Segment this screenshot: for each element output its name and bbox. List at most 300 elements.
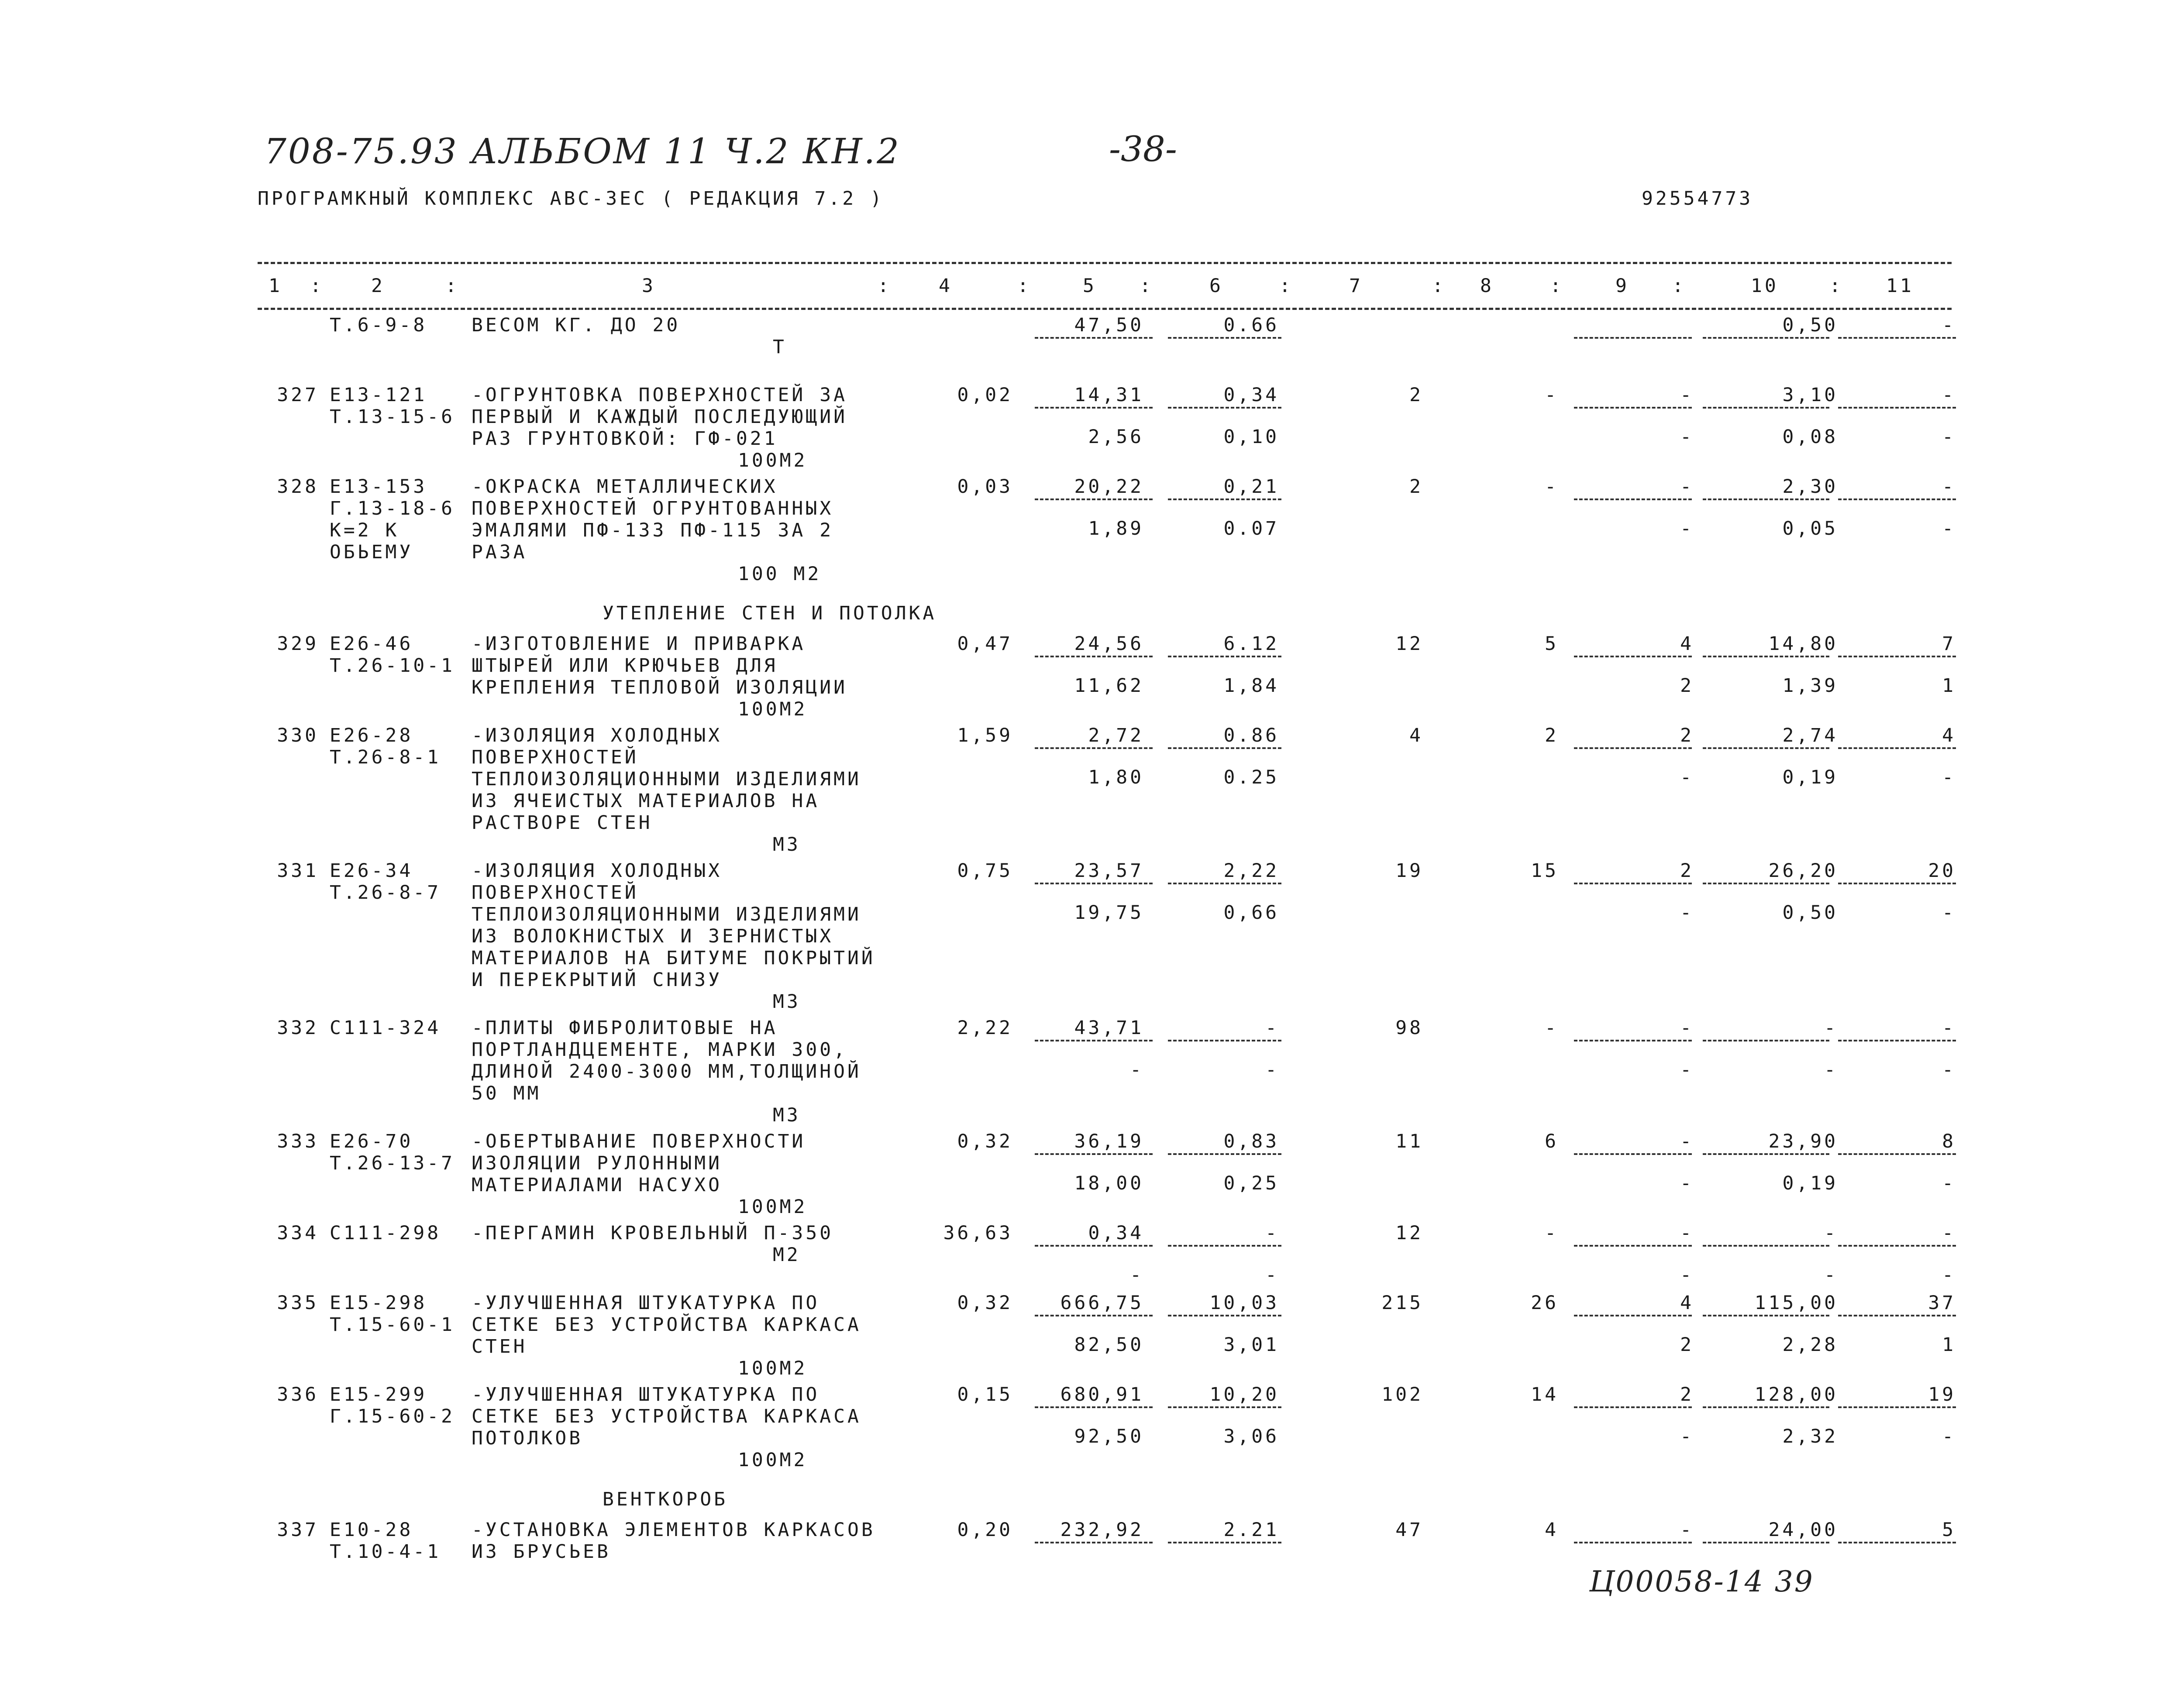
machine-cost: 4 <box>1680 633 1694 655</box>
table-row <box>258 1384 1956 1475</box>
unit-wage: 0,21 <box>1223 476 1279 498</box>
dashed-separator <box>1703 1040 1829 1041</box>
rate-code: Е26-70 <box>330 1131 413 1152</box>
total-cost: 11 <box>1395 1131 1423 1152</box>
labour-hours: 14,80 <box>1768 633 1838 655</box>
unit-wage-machine: 0,25 <box>1223 1172 1279 1194</box>
dashed-separator <box>1574 1406 1692 1408</box>
dashed-separator <box>1838 1040 1956 1041</box>
rate-code: С111-324 <box>330 1017 441 1039</box>
rate-code: К=2 К <box>330 519 399 541</box>
unit-wage: 0.66 <box>1223 314 1279 336</box>
dashed-separator <box>1168 656 1281 657</box>
machine-wage: 2 <box>1680 675 1694 697</box>
total-cost: 12 <box>1395 1222 1423 1244</box>
dashed-separator <box>1035 1406 1153 1408</box>
labour-hours-machine: 2,32 <box>1782 1426 1838 1447</box>
unit-wage-machine: 0,66 <box>1223 902 1279 924</box>
total-cost: 47 <box>1395 1519 1423 1541</box>
page-number: -38- <box>1109 129 1177 169</box>
table-row <box>258 476 1956 589</box>
quantity: 0,15 <box>957 1384 1013 1406</box>
description-line: ЭМАЛЯМИ ПФ-133 ПФ-115 ЗА 2 <box>472 519 834 541</box>
row-number: 328 <box>277 476 319 498</box>
column-separator: : <box>1672 275 1686 297</box>
unit-wage-machine: - <box>1265 1059 1279 1081</box>
labour-total-machine: - <box>1942 1059 1956 1081</box>
dashed-separator <box>1574 656 1692 657</box>
unit-of-measure: Т <box>773 336 787 358</box>
description-line: МАТЕРИАЛАМИ НАСУХО <box>472 1174 722 1196</box>
table-row <box>258 384 1956 476</box>
unit-cost: 680,91 <box>1060 1384 1144 1406</box>
unit-cost: 232,92 <box>1060 1519 1144 1541</box>
labour-total-machine: - <box>1942 518 1956 540</box>
dashed-separator <box>1574 498 1692 500</box>
dashed-separator <box>1838 1153 1956 1155</box>
labour-total-machine: 1 <box>1942 675 1956 697</box>
description-line: РАСТВОРЕ СТЕН <box>472 812 653 834</box>
total-cost: 19 <box>1395 860 1423 882</box>
row-number: 327 <box>277 384 319 406</box>
column-separator: : <box>310 275 324 297</box>
description-line: РАЗ ГРУНТОВКОЙ: ГФ-021 <box>472 428 778 450</box>
column-separator: : <box>1550 275 1564 297</box>
dashed-separator <box>1168 1153 1281 1155</box>
dashed-separator <box>1574 747 1692 749</box>
total-wage: 6 <box>1545 1131 1559 1152</box>
description-line: ВЕСОМ КГ. ДО 20 <box>472 314 681 336</box>
description-line: -ИЗОЛЯЦИЯ ХОЛОДНЫХ <box>472 860 722 882</box>
dashed-separator <box>1838 656 1956 657</box>
subtitle: ПРОГРАМКНЫЙ КОМПЛЕКС АВС-3ЕС ( РЕДАКЦИЯ 7.2 ) <box>258 188 884 210</box>
description-line: -УСТАНОВКА ЭЛЕМЕНТОВ КАРКАСОВ <box>472 1519 875 1541</box>
labour-total-machine: 1 <box>1942 1334 1956 1356</box>
rate-code: Е13-121 <box>330 384 427 406</box>
dashed-separator <box>1838 407 1956 409</box>
document-number: 92554773 <box>1642 188 1753 210</box>
total-cost: 12 <box>1395 633 1423 655</box>
description-line: -ПЛИТЫ ФИБРОЛИТОВЫЕ НА <box>472 1017 778 1039</box>
dashed-separator <box>1035 1153 1153 1155</box>
dashed-separator <box>1035 337 1153 339</box>
rate-code: Т.6-9-8 <box>330 314 427 336</box>
machine-cost: 4 <box>1680 1292 1694 1314</box>
labour-hours-machine: 0,05 <box>1782 518 1838 540</box>
total-wage: - <box>1545 384 1559 406</box>
unit-wage: 6.12 <box>1223 633 1279 655</box>
description-line: МАТЕРИАЛОВ НА БИТУМЕ ПОКРЫТИЙ <box>472 947 875 969</box>
machine-cost: - <box>1680 1017 1694 1039</box>
total-cost: 215 <box>1381 1292 1423 1314</box>
table-top-rule <box>258 262 1952 264</box>
labour-total: 37 <box>1928 1292 1956 1314</box>
machine-wage: - <box>1680 1426 1694 1447</box>
column-number: 7 <box>1349 275 1363 297</box>
machine-cost: - <box>1680 1222 1694 1244</box>
labour-hours-machine: 0,19 <box>1782 766 1838 788</box>
section-title: УТЕПЛЕНИЕ СТЕН И ПОТОЛКА <box>603 602 937 624</box>
unit-wage: - <box>1265 1222 1279 1244</box>
dashed-separator <box>1703 747 1829 749</box>
unit-cost: 20,22 <box>1074 476 1144 498</box>
unit-cost-machine: 82,50 <box>1074 1334 1144 1356</box>
table-row <box>258 1222 1956 1292</box>
labour-total-machine: - <box>1942 902 1956 924</box>
labour-hours: 26,20 <box>1768 860 1838 882</box>
labour-total: - <box>1942 476 1956 498</box>
unit-of-measure: 100М2 <box>738 698 808 720</box>
dashed-separator <box>1168 407 1281 409</box>
dashed-separator <box>1838 1542 1956 1543</box>
rate-code: Т.26-8-7 <box>330 882 441 904</box>
unit-cost-machine: 92,50 <box>1074 1426 1144 1447</box>
description-line: ПОРТЛАНДЦЕМЕНТЕ, МАРКИ 300, <box>472 1039 847 1061</box>
description-line: ШТЫРЕЙ ИЛИ КРЮЧЬЕВ ДЛЯ <box>472 655 778 677</box>
description-line: СТЕН <box>472 1336 527 1357</box>
description-line: -УЛУЧШЕННАЯ ШТУКАТУРКА ПО <box>472 1292 820 1314</box>
description-line: 50 ММ <box>472 1083 541 1104</box>
unit-of-measure: 100М2 <box>738 450 808 471</box>
column-number-header <box>258 275 1952 297</box>
dashed-separator <box>1168 1542 1281 1543</box>
unit-of-measure: М3 <box>773 834 801 856</box>
row-number: 335 <box>277 1292 319 1314</box>
column-separator: : <box>1432 275 1446 297</box>
labour-hours-machine: 0,08 <box>1782 426 1838 448</box>
unit-cost: 2,72 <box>1088 725 1144 746</box>
description-line: КРЕПЛЕНИЯ ТЕПЛОВОЙ ИЗОЛЯЦИИ <box>472 677 847 698</box>
machine-cost: - <box>1680 1519 1694 1541</box>
quantity: 0,47 <box>957 633 1013 655</box>
table-row <box>258 633 1956 725</box>
dashed-separator <box>1035 1245 1153 1247</box>
total-wage: - <box>1545 476 1559 498</box>
rate-code: Т.13-15-6 <box>330 406 455 428</box>
dashed-separator <box>1838 498 1956 500</box>
labour-total-machine: - <box>1942 1426 1956 1447</box>
column-separator: : <box>1017 275 1031 297</box>
unit-of-measure: 100М2 <box>738 1449 808 1471</box>
rate-code: ОБЬЕМУ <box>330 541 413 563</box>
row-number: 337 <box>277 1519 319 1541</box>
rate-code: Е26-46 <box>330 633 413 655</box>
rate-code: С111-298 <box>330 1222 441 1244</box>
quantity: 0,75 <box>957 860 1013 882</box>
unit-cost: 47,50 <box>1074 314 1144 336</box>
estimate-table <box>258 314 1956 1589</box>
total-cost: 102 <box>1381 1384 1423 1406</box>
column-number: 9 <box>1615 275 1629 297</box>
labour-hours: 23,90 <box>1768 1131 1838 1152</box>
dashed-separator <box>1574 1542 1692 1543</box>
column-separator: : <box>1140 275 1153 297</box>
table-row <box>258 1131 1956 1222</box>
dashed-separator <box>1703 1153 1829 1155</box>
labour-hours: 0,50 <box>1782 314 1838 336</box>
unit-cost-machine: 18,00 <box>1074 1172 1144 1194</box>
unit-wage: 2.21 <box>1223 1519 1279 1541</box>
dashed-separator <box>1838 1245 1956 1247</box>
labour-total-machine: - <box>1942 766 1956 788</box>
unit-wage-machine: - <box>1265 1264 1279 1286</box>
total-wage: 2 <box>1545 725 1559 746</box>
total-cost: 2 <box>1409 476 1423 498</box>
table-row <box>258 314 1956 384</box>
description-line: -ИЗГОТОВЛЕНИЕ И ПРИВАРКА <box>472 633 806 655</box>
labour-hours-machine: 0,50 <box>1782 902 1838 924</box>
machine-wage: 2 <box>1680 1334 1694 1356</box>
total-cost: 98 <box>1395 1017 1423 1039</box>
dashed-separator <box>1703 1542 1829 1543</box>
unit-of-measure: М2 <box>773 1244 801 1266</box>
labour-total: - <box>1942 314 1956 336</box>
unit-cost-machine: - <box>1130 1264 1144 1286</box>
quantity: 0,32 <box>957 1292 1013 1314</box>
description-line: ИЗОЛЯЦИИ РУЛОННЫМИ <box>472 1152 722 1174</box>
unit-cost: 666,75 <box>1060 1292 1144 1314</box>
rate-code: Т.26-13-7 <box>330 1152 455 1174</box>
row-number: 329 <box>277 633 319 655</box>
rate-code: Е15-299 <box>330 1384 427 1406</box>
column-number: 11 <box>1886 275 1914 297</box>
quantity: 1,59 <box>957 725 1013 746</box>
section-title: ВЕНТКОРОБ <box>603 1488 728 1510</box>
row-number: 331 <box>277 860 319 882</box>
labour-hours-machine: - <box>1824 1059 1838 1081</box>
dashed-separator <box>1703 407 1829 409</box>
unit-cost: 36,19 <box>1074 1131 1144 1152</box>
description-line: -УЛУЧШЕННАЯ ШТУКАТУРКА ПО <box>472 1384 820 1406</box>
dashed-separator <box>1035 1040 1153 1041</box>
description-line: ПОТОЛКОВ <box>472 1427 583 1449</box>
description-line: ДЛИНОЙ 2400-3000 ММ,ТОЛЩИНОЙ <box>472 1061 861 1083</box>
dashed-separator <box>1035 498 1153 500</box>
total-wage: - <box>1545 1222 1559 1244</box>
quantity: 2,22 <box>957 1017 1013 1039</box>
labour-hours: 2,74 <box>1782 725 1838 746</box>
unit-cost-machine: 1,89 <box>1088 518 1144 540</box>
total-cost: 2 <box>1409 384 1423 406</box>
rate-code: Е13-153 <box>330 476 427 498</box>
dashed-separator <box>1838 337 1956 339</box>
unit-wage: 0,34 <box>1223 384 1279 406</box>
handwritten-header: 708-75.93 АЛЬБОМ 11 Ч.2 КН.2 <box>264 131 901 172</box>
unit-of-measure: 100М2 <box>738 1196 808 1218</box>
machine-wage: - <box>1680 426 1694 448</box>
unit-cost-machine: - <box>1130 1059 1144 1081</box>
table-row <box>258 1292 1956 1384</box>
dashed-separator <box>1838 883 1956 884</box>
unit-wage-machine: 0.07 <box>1223 518 1279 540</box>
dashed-separator <box>1168 1315 1281 1316</box>
rate-code: Г.15-60-2 <box>330 1406 455 1427</box>
labour-total-machine: - <box>1942 1172 1956 1194</box>
labour-total: - <box>1942 1222 1956 1244</box>
description-line: -ОКРАСКА МЕТАЛЛИЧЕСКИХ <box>472 476 778 498</box>
column-separator: : <box>1279 275 1293 297</box>
labour-total-machine: - <box>1942 1264 1956 1286</box>
unit-cost-machine: 11,62 <box>1074 675 1144 697</box>
column-number: 10 <box>1751 275 1779 297</box>
row-number: 333 <box>277 1131 319 1152</box>
dashed-separator <box>1168 1245 1281 1247</box>
description-line: ПОВЕРХНОСТЕЙ <box>472 746 639 768</box>
labour-total: - <box>1942 1017 1956 1039</box>
unit-wage: 0,83 <box>1223 1131 1279 1152</box>
section-heading <box>258 1475 1952 1519</box>
rate-code: Е26-34 <box>330 860 413 882</box>
unit-wage: 10,03 <box>1209 1292 1279 1314</box>
machine-cost: - <box>1680 1131 1694 1152</box>
handwritten-footer: Ц00058-14 39 <box>1589 1565 1814 1598</box>
column-separator: : <box>1829 275 1843 297</box>
unit-cost: 23,57 <box>1074 860 1144 882</box>
labour-total: - <box>1942 384 1956 406</box>
machine-cost: - <box>1680 476 1694 498</box>
dashed-separator <box>1035 1315 1153 1316</box>
rate-code: Т.10-4-1 <box>330 1541 441 1563</box>
unit-cost: 24,56 <box>1074 633 1144 655</box>
column-number: 2 <box>371 275 385 297</box>
dashed-separator <box>1703 1315 1829 1316</box>
dashed-separator <box>1035 656 1153 657</box>
dashed-separator <box>1035 747 1153 749</box>
unit-cost: 0,34 <box>1088 1222 1144 1244</box>
rate-code: Т.15-60-1 <box>330 1314 455 1336</box>
machine-cost: 2 <box>1680 1384 1694 1406</box>
description-line: ПОВЕРХНОСТЕЙ <box>472 882 639 904</box>
unit-wage-machine: 0,10 <box>1223 426 1279 448</box>
labour-hours: 128,00 <box>1754 1384 1838 1406</box>
dashed-separator <box>1168 337 1281 339</box>
description-line: ТЕПЛОИЗОЛЯЦИОННЫМИ ИЗДЕЛИЯМИ <box>472 768 861 790</box>
description-line: ИЗ ВОЛОКНИСТЫХ И ЗЕРНИСТЫХ <box>472 925 834 947</box>
dashed-separator <box>1574 1040 1692 1041</box>
unit-wage: - <box>1265 1017 1279 1039</box>
labour-hours: - <box>1824 1222 1838 1244</box>
total-wage: 4 <box>1545 1519 1559 1541</box>
machine-wage: - <box>1680 766 1694 788</box>
unit-of-measure: 100М2 <box>738 1357 808 1379</box>
quantity: 0,20 <box>957 1519 1013 1541</box>
dashed-separator <box>1574 1153 1692 1155</box>
dashed-separator <box>1035 407 1153 409</box>
column-number: 5 <box>1083 275 1097 297</box>
description-line: СЕТКЕ БЕЗ УСТРОЙСТВА КАРКАСА <box>472 1406 861 1427</box>
description-line: ПЕРВЫЙ И КАЖДЫЙ ПОСЛЕДУЮЩИЙ <box>472 406 847 428</box>
unit-wage-machine: 1,84 <box>1223 675 1279 697</box>
labour-hours-machine: 1,39 <box>1782 675 1838 697</box>
unit-wage: 10,20 <box>1209 1384 1279 1406</box>
rate-code: Т.26-8-1 <box>330 746 441 768</box>
description-line: -ОГРУНТОВКА ПОВЕРХНОСТЕЙ ЗА <box>472 384 847 406</box>
labour-hours: 3,10 <box>1782 384 1838 406</box>
dashed-separator <box>1703 883 1829 884</box>
section-heading <box>258 589 1952 633</box>
unit-wage: 0.86 <box>1223 725 1279 746</box>
unit-of-measure: М3 <box>773 991 801 1013</box>
quantity: 0,32 <box>957 1131 1013 1152</box>
labour-total: 8 <box>1942 1131 1956 1152</box>
dashed-separator <box>1574 1245 1692 1247</box>
quantity: 0,02 <box>957 384 1013 406</box>
labour-hours-machine: 2,28 <box>1782 1334 1838 1356</box>
dashed-separator <box>1168 747 1281 749</box>
labour-hours: - <box>1824 1017 1838 1039</box>
unit-wage: 2,22 <box>1223 860 1279 882</box>
unit-cost: 43,71 <box>1074 1017 1144 1039</box>
quantity: 0,03 <box>957 476 1013 498</box>
labour-hours: 24,00 <box>1768 1519 1838 1541</box>
unit-of-measure: 100 М2 <box>738 563 822 585</box>
machine-cost: 2 <box>1680 860 1694 882</box>
table-row <box>258 725 1956 860</box>
labour-total: 19 <box>1928 1384 1956 1406</box>
dashed-separator <box>1703 1406 1829 1408</box>
rate-code: Е26-28 <box>330 725 413 746</box>
row-number: 336 <box>277 1384 319 1406</box>
column-number: 1 <box>269 275 282 297</box>
rate-code: Е10-28 <box>330 1519 413 1541</box>
description-line: ИЗ ЯЧЕИСТЫХ МАТЕРИАЛОВ НА <box>472 790 820 812</box>
machine-wage: - <box>1680 518 1694 540</box>
unit-wage-machine: 3,06 <box>1223 1426 1279 1447</box>
table-row <box>258 860 1956 1017</box>
dashed-separator <box>1168 883 1281 884</box>
description-line: -ИЗОЛЯЦИЯ ХОЛОДНЫХ <box>472 725 722 746</box>
total-cost: 4 <box>1409 725 1423 746</box>
unit-cost-machine: 19,75 <box>1074 902 1144 924</box>
description-line: РАЗА <box>472 541 527 563</box>
machine-wage: - <box>1680 1172 1694 1194</box>
description-line: -ОБЕРТЫВАНИЕ ПОВЕРХНОСТИ <box>472 1131 806 1152</box>
description-line: ТЕПЛОИЗОЛЯЦИОННЫМИ ИЗДЕЛИЯМИ <box>472 904 861 925</box>
machine-wage: - <box>1680 902 1694 924</box>
labour-hours: 2,30 <box>1782 476 1838 498</box>
description-line: СЕТКЕ БЕЗ УСТРОЙСТВА КАРКАСА <box>472 1314 861 1336</box>
dashed-separator <box>1035 883 1153 884</box>
table-row <box>258 1017 1956 1131</box>
dashed-separator <box>1168 498 1281 500</box>
rate-code: Г.13-18-6 <box>330 498 455 519</box>
description-line: -ПЕРГАМИН КРОВЕЛЬНЫЙ П-350 <box>472 1222 834 1244</box>
row-number: 332 <box>277 1017 319 1039</box>
unit-wage-machine: 3,01 <box>1223 1334 1279 1356</box>
column-separator: : <box>878 275 892 297</box>
labour-total: 4 <box>1942 725 1956 746</box>
labour-hours-machine: 0,19 <box>1782 1172 1838 1194</box>
dashed-separator <box>1168 1406 1281 1408</box>
dashed-separator <box>1574 337 1692 339</box>
dashed-separator <box>1574 883 1692 884</box>
dashed-separator <box>1168 1040 1281 1041</box>
labour-hours: 115,00 <box>1754 1292 1838 1314</box>
row-number: 330 <box>277 725 319 746</box>
unit-cost-machine: 2,56 <box>1088 426 1144 448</box>
dashed-separator <box>1838 1406 1956 1408</box>
labour-total: 20 <box>1928 860 1956 882</box>
unit-of-measure: М3 <box>773 1104 801 1126</box>
column-number: 8 <box>1480 275 1494 297</box>
rate-code: Т.26-10-1 <box>330 655 455 677</box>
labour-total-machine: - <box>1942 426 1956 448</box>
description-line: И ПЕРЕКРЫТИЙ СНИЗУ <box>472 969 722 991</box>
description-line: ИЗ БРУСЬЕВ <box>472 1541 611 1563</box>
labour-total: 5 <box>1942 1519 1956 1541</box>
quantity: 36,63 <box>943 1222 1013 1244</box>
column-number: 6 <box>1209 275 1223 297</box>
